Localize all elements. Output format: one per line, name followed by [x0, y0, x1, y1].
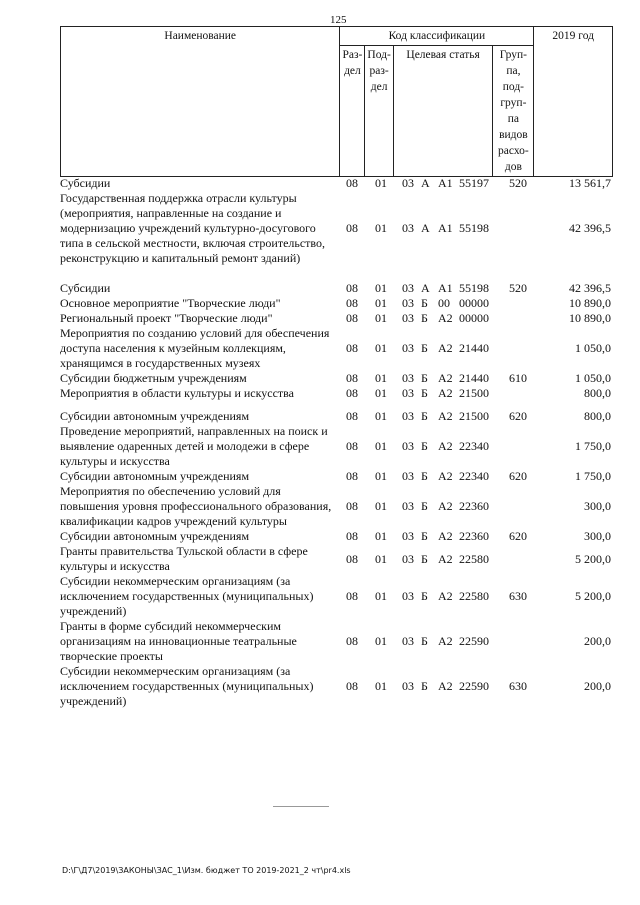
row-r: 08	[346, 499, 358, 513]
row-sum: 1 750,0	[575, 439, 611, 453]
row-s2: Б	[421, 341, 428, 355]
row-s3: А1	[438, 221, 453, 235]
row-r: 08	[346, 386, 358, 400]
row-s4: 21500	[459, 409, 489, 423]
row-s4: 22590	[459, 634, 489, 648]
row-name: Субсидии	[60, 176, 111, 190]
row-v: 620	[509, 469, 527, 483]
row-s1: 03	[402, 589, 414, 603]
row-name: Гранты правительства Тульской области в сфере культуры и искусства	[60, 544, 308, 573]
row-r: 08	[346, 439, 358, 453]
table-row	[60, 311, 613, 326]
row-s4: 22590	[459, 679, 489, 693]
header-razdel: Раз- дел	[340, 46, 365, 177]
table-row	[60, 409, 613, 424]
page-number: 125	[330, 14, 347, 26]
row-r: 08	[346, 341, 358, 355]
row-s2: Б	[421, 499, 428, 513]
row-s3: А2	[438, 679, 453, 693]
row-s2: Б	[421, 529, 428, 543]
row-p: 01	[375, 529, 387, 543]
row-r: 08	[346, 371, 358, 385]
row-r: 08	[346, 221, 358, 235]
header-year: 2019 год	[534, 27, 613, 177]
row-v: 520	[509, 176, 527, 190]
table-row	[60, 424, 613, 469]
row-s1: 03	[402, 176, 414, 190]
row-r: 08	[346, 552, 358, 566]
row-p: 01	[375, 469, 387, 483]
row-sum: 200,0	[584, 634, 611, 648]
row-s1: 03	[402, 409, 414, 423]
row-s2: Б	[421, 469, 428, 483]
row-s2: Б	[421, 589, 428, 603]
row-s4: 21440	[459, 371, 489, 385]
row-s4: 22360	[459, 499, 489, 513]
row-name: Субсидии автономным учреждениям	[60, 529, 250, 543]
row-s3: А2	[438, 499, 453, 513]
row-name: Мероприятия в области культуры и искусства	[60, 386, 295, 400]
row-sum: 300,0	[584, 499, 611, 513]
row-s2: Б	[421, 634, 428, 648]
row-s4: 00000	[459, 296, 489, 310]
row-name: Проведение мероприятий, направленных на поиск и выявление одаренных детей и молодежи в сфере культуры и искусства	[60, 424, 328, 468]
table-row	[60, 176, 613, 191]
row-p: 01	[375, 589, 387, 603]
row-s4: 55198	[459, 281, 489, 295]
row-s3: А2	[438, 469, 453, 483]
row-name: Субсидии автономным учреждениям	[60, 469, 250, 483]
row-s2: Б	[421, 371, 428, 385]
row-s1: 03	[402, 341, 414, 355]
row-s1: 03	[402, 296, 414, 310]
row-r: 08	[346, 281, 358, 295]
row-s4: 22340	[459, 469, 489, 483]
row-name: Основное мероприятие "Творческие люди"	[60, 296, 281, 310]
row-s4: 22580	[459, 552, 489, 566]
row-s2: Б	[421, 439, 428, 453]
table-row	[60, 469, 613, 484]
row-p: 01	[375, 552, 387, 566]
row-r: 08	[346, 311, 358, 325]
row-p: 01	[375, 176, 387, 190]
row-s3: А1	[438, 176, 453, 190]
table-row	[60, 619, 613, 664]
row-r: 08	[346, 589, 358, 603]
table-header	[60, 26, 613, 177]
row-s2: Б	[421, 679, 428, 693]
row-s4: 22360	[459, 529, 489, 543]
table-row	[60, 529, 613, 544]
divider	[273, 806, 329, 807]
row-v: 520	[509, 281, 527, 295]
row-s3: А2	[438, 371, 453, 385]
header-podrazdel: Под- раз- дел	[365, 46, 393, 177]
row-s3: А2	[438, 552, 453, 566]
row-p: 01	[375, 386, 387, 400]
header-name: Наименование	[61, 27, 340, 177]
row-sum: 10 890,0	[569, 311, 611, 325]
header-gruppa: Груп- па, под- груп- па видов расхо- дов	[493, 46, 534, 177]
row-v: 630	[509, 679, 527, 693]
row-sum: 300,0	[584, 529, 611, 543]
row-s3: А2	[438, 386, 453, 400]
row-s3: А2	[438, 439, 453, 453]
row-sum: 800,0	[584, 386, 611, 400]
row-v: 630	[509, 589, 527, 603]
row-p: 01	[375, 499, 387, 513]
row-s1: 03	[402, 371, 414, 385]
row-s1: 03	[402, 439, 414, 453]
row-sum: 1 750,0	[575, 469, 611, 483]
row-s1: 03	[402, 281, 414, 295]
row-p: 01	[375, 311, 387, 325]
row-s3: А1	[438, 281, 453, 295]
row-p: 01	[375, 296, 387, 310]
row-s3: А2	[438, 311, 453, 325]
row-name: Субсидии некоммерческим организациям (за исключением государственных (муниципальных) учреждений)	[60, 664, 314, 708]
row-name: Субсидии бюджетным учреждениям	[60, 371, 247, 385]
row-sum: 42 396,5	[569, 221, 611, 235]
row-name: Субсидии	[60, 281, 111, 295]
file-path-footer: D:\Г\Д7\2019\ЗАКОНЫ\ЗАС_1\Изм. бюджет ТО 2019-2021_2 чт\pr4.xls	[62, 866, 351, 875]
row-s4: 00000	[459, 311, 489, 325]
row-name: Субсидии автономным учреждениям	[60, 409, 250, 423]
table-row	[60, 664, 613, 709]
row-s1: 03	[402, 469, 414, 483]
table-row	[60, 296, 613, 311]
row-name: Мероприятия по обеспечению условий для повышения уровня профессионального образования, квалификации кадров учреждений культуры	[60, 484, 332, 528]
row-s1: 03	[402, 634, 414, 648]
row-s1: 03	[402, 499, 414, 513]
row-p: 01	[375, 439, 387, 453]
row-name: Субсидии некоммерческим организациям (за исключением государственных (муниципальных) учреждений)	[60, 574, 314, 618]
row-s4: 22580	[459, 589, 489, 603]
row-v: 620	[509, 409, 527, 423]
row-s2: Б	[421, 386, 428, 400]
row-s2: Б	[421, 552, 428, 566]
row-s2: А	[421, 281, 430, 295]
row-r: 08	[346, 176, 358, 190]
table-row	[60, 326, 613, 371]
table-row	[60, 371, 613, 386]
row-s1: 03	[402, 679, 414, 693]
row-sum: 200,0	[584, 679, 611, 693]
header-celevaya: Целевая статья	[393, 46, 493, 177]
row-s2: Б	[421, 296, 428, 310]
row-s2: А	[421, 221, 430, 235]
row-r: 08	[346, 296, 358, 310]
row-r: 08	[346, 634, 358, 648]
row-p: 01	[375, 679, 387, 693]
row-sum: 5 200,0	[575, 552, 611, 566]
row-r: 08	[346, 409, 358, 423]
row-s4: 21500	[459, 386, 489, 400]
row-v: 620	[509, 529, 527, 543]
row-p: 01	[375, 221, 387, 235]
row-s1: 03	[402, 221, 414, 235]
row-s1: 03	[402, 311, 414, 325]
row-s4: 55197	[459, 176, 489, 190]
table-row	[60, 544, 613, 574]
row-p: 01	[375, 634, 387, 648]
table-row	[60, 386, 613, 401]
table-row	[60, 281, 613, 296]
row-s1: 03	[402, 529, 414, 543]
row-s1: 03	[402, 386, 414, 400]
row-name: Региональный проект "Творческие люди"	[60, 311, 273, 325]
row-p: 01	[375, 341, 387, 355]
row-p: 01	[375, 409, 387, 423]
row-name: Мероприятия по созданию условий для обеспечения доступа населения к музейным коллекциям, хранящимся в государственных музеях	[60, 326, 330, 370]
row-sum: 800,0	[584, 409, 611, 423]
row-s4: 55198	[459, 221, 489, 235]
row-sum: 5 200,0	[575, 589, 611, 603]
row-s1: 03	[402, 552, 414, 566]
table-row	[60, 484, 613, 529]
row-s3: А2	[438, 409, 453, 423]
row-s2: А	[421, 176, 430, 190]
row-sum: 42 396,5	[569, 281, 611, 295]
row-p: 01	[375, 281, 387, 295]
table-body	[60, 176, 613, 709]
row-s2: Б	[421, 311, 428, 325]
row-v: 610	[509, 371, 527, 385]
row-p: 01	[375, 371, 387, 385]
row-name: Гранты в форме субсидий некоммерческим организациям на инновационные театральные творческие проекты	[60, 619, 297, 663]
row-name: Государственная поддержка отрасли культуры (мероприятия, направленные на создание и модернизацию учреждений культурно-досугового типа в сельской местности, включая строительство, реконструкцию и капитальный ремонт зданий)	[60, 191, 326, 265]
table-row	[60, 574, 613, 619]
row-s3: 00	[438, 296, 450, 310]
row-sum: 10 890,0	[569, 296, 611, 310]
row-r: 08	[346, 529, 358, 543]
row-s3: А2	[438, 341, 453, 355]
row-s4: 21440	[459, 341, 489, 355]
header-classification: Код классификации	[340, 27, 534, 46]
row-s4: 22340	[459, 439, 489, 453]
row-s2: Б	[421, 409, 428, 423]
row-r: 08	[346, 469, 358, 483]
row-s3: А2	[438, 589, 453, 603]
row-r: 08	[346, 679, 358, 693]
row-sum: 13 561,7	[569, 176, 611, 190]
row-s3: А2	[438, 529, 453, 543]
row-sum: 1 050,0	[575, 371, 611, 385]
row-s3: А2	[438, 634, 453, 648]
table-row	[60, 191, 613, 266]
row-sum: 1 050,0	[575, 341, 611, 355]
